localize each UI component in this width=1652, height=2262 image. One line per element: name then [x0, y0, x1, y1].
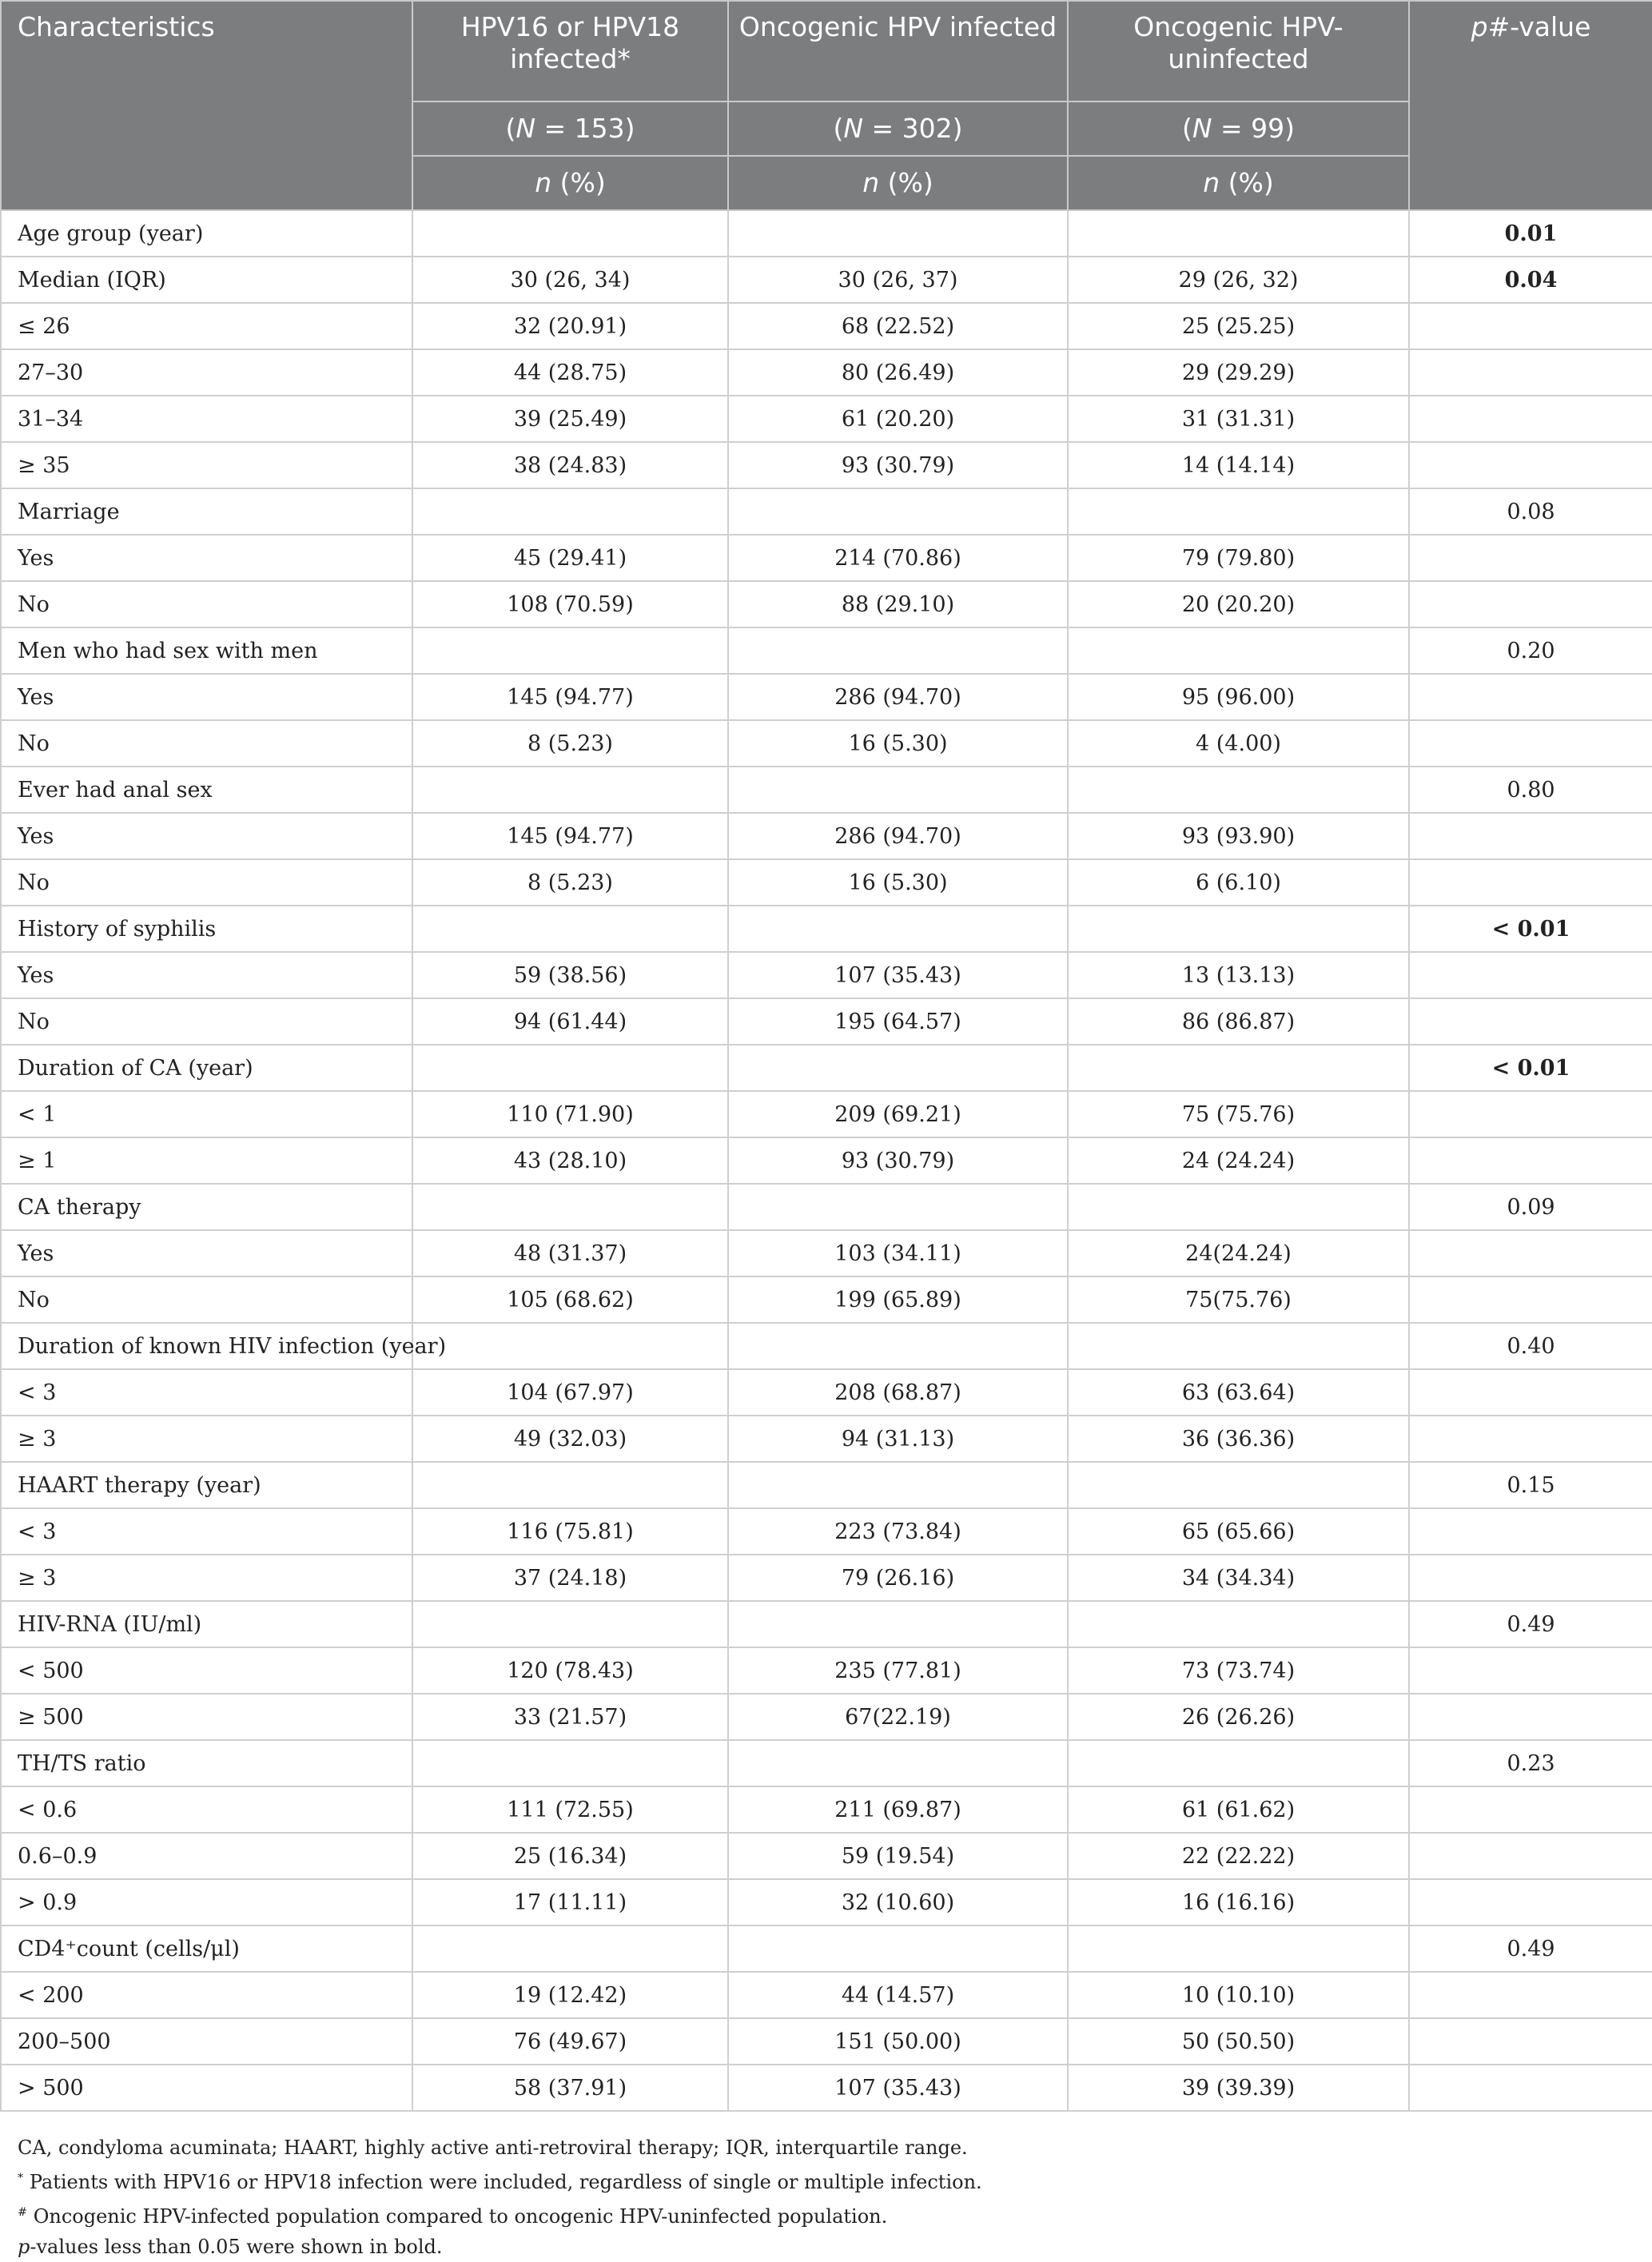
cell-pvalue — [1409, 998, 1652, 1045]
cell-hpv16-18: 39 (25.49) — [412, 396, 728, 442]
cell-hpv16-18 — [412, 210, 728, 257]
table-row — [1, 1416, 1652, 1462]
row-label: HIV-RNA (IU/ml) — [1, 1601, 412, 1647]
cell-hpv16-18: 145 (94.77) — [412, 813, 728, 859]
cell-pvalue — [1409, 720, 1652, 767]
cell-pvalue — [1409, 1879, 1652, 1925]
table-row — [1, 767, 1652, 813]
cell-oncogenic-infected: 223 (73.84) — [728, 1508, 1068, 1555]
table-row — [1, 1555, 1652, 1601]
table-row — [1, 1230, 1652, 1276]
cell-oncogenic-infected: 209 (69.21) — [728, 1091, 1068, 1137]
cell-oncogenic-uninfected: 24 (24.24) — [1068, 1137, 1409, 1184]
cell-oncogenic-infected — [728, 488, 1068, 535]
row-label: < 200 — [1, 1972, 412, 2018]
cell-oncogenic-infected: 103 (34.11) — [728, 1230, 1068, 1276]
cell-hpv16-18: 38 (24.83) — [412, 442, 728, 488]
cell-oncogenic-infected — [728, 1462, 1068, 1508]
row-label: No — [1, 859, 412, 906]
table-row — [1, 952, 1652, 998]
footnote-star-text: Patients with HPV16 or HPV18 infection were included, regardless of single or multiple infection. — [23, 2171, 982, 2193]
table-row — [1, 2018, 1652, 2065]
cell-hpv16-18 — [412, 767, 728, 813]
cell-pvalue — [1409, 1369, 1652, 1416]
header-characteristics: Characteristics — [1, 1, 412, 210]
cell-oncogenic-infected: 107 (35.43) — [728, 2065, 1068, 2111]
cell-hpv16-18: 59 (38.56) — [412, 952, 728, 998]
cell-oncogenic-uninfected: 14 (14.14) — [1068, 442, 1409, 488]
npct-n: n — [862, 167, 880, 198]
row-label: TH/TS ratio — [1, 1740, 412, 1786]
table-row — [1, 488, 1652, 535]
cell-hpv16-18 — [412, 1740, 728, 1786]
cell-pvalue — [1409, 1091, 1652, 1137]
table-row — [1, 1508, 1652, 1555]
row-label: ≥ 3 — [1, 1416, 412, 1462]
cell-pvalue: 0.20 — [1409, 627, 1652, 674]
table-row — [1, 1647, 1652, 1694]
cell-oncogenic-uninfected: 13 (13.13) — [1068, 952, 1409, 998]
row-label: HAART therapy (year) — [1, 1462, 412, 1508]
cell-hpv16-18: 37 (24.18) — [412, 1555, 728, 1601]
cell-oncogenic-uninfected: 79 (79.80) — [1068, 535, 1409, 581]
cell-oncogenic-uninfected — [1068, 767, 1409, 813]
row-label: No — [1, 1276, 412, 1323]
cell-oncogenic-uninfected — [1068, 1740, 1409, 1786]
cell-pvalue: 0.49 — [1409, 1925, 1652, 1972]
cell-pvalue — [1409, 303, 1652, 349]
row-label: ≥ 35 — [1, 442, 412, 488]
cell-hpv16-18: 19 (12.42) — [412, 1972, 728, 2018]
n-open-paren: ( — [1181, 113, 1192, 144]
cell-hpv16-18: 8 (5.23) — [412, 859, 728, 906]
cell-oncogenic-infected — [728, 210, 1068, 257]
footnote-hash — [18, 2197, 982, 2232]
row-label: < 1 — [1, 1091, 412, 1137]
table-row — [1, 396, 1652, 442]
cell-hpv16-18: 44 (28.75) — [412, 349, 728, 396]
row-label: ≥ 3 — [1, 1555, 412, 1601]
cell-pvalue: 0.49 — [1409, 1601, 1652, 1647]
cell-pvalue — [1409, 1647, 1652, 1694]
row-label: Yes — [1, 952, 412, 998]
cell-oncogenic-uninfected: 10 (10.10) — [1068, 1972, 1409, 2018]
cell-oncogenic-uninfected: 93 (93.90) — [1068, 813, 1409, 859]
table-row — [1, 2065, 1652, 2111]
cell-oncogenic-infected: 94 (31.13) — [728, 1416, 1068, 1462]
cell-pvalue: 0.40 — [1409, 1323, 1652, 1369]
cell-oncogenic-uninfected — [1068, 906, 1409, 952]
footnote-hash-mark: # — [18, 2206, 28, 2219]
cell-hpv16-18: 45 (29.41) — [412, 535, 728, 581]
cell-pvalue — [1409, 1416, 1652, 1462]
table-row — [1, 1972, 1652, 2018]
cell-oncogenic-uninfected: 50 (50.50) — [1068, 2018, 1409, 2065]
row-label: > 0.9 — [1, 1879, 412, 1925]
cell-pvalue: 0.80 — [1409, 767, 1652, 813]
cell-pvalue — [1409, 674, 1652, 720]
header-col2-title: Oncogenic HPV infected — [728, 1, 1068, 102]
cell-oncogenic-infected: 235 (77.81) — [728, 1647, 1068, 1694]
row-label: CD4⁺count (cells/μl) — [1, 1925, 412, 1972]
footnote-abbreviations: CA, condyloma acuminata; HAART, highly active anti-retroviral therapy; IQR, interquartile range. — [18, 2137, 968, 2159]
cell-oncogenic-uninfected — [1068, 488, 1409, 535]
cell-pvalue — [1409, 581, 1652, 627]
cell-pvalue — [1409, 396, 1652, 442]
npct-pct: (%) — [551, 167, 606, 198]
table-row — [1, 1879, 1652, 1925]
cell-oncogenic-infected — [728, 906, 1068, 952]
cell-oncogenic-infected: 151 (50.00) — [728, 2018, 1068, 2065]
row-label: > 500 — [1, 2065, 412, 2111]
cell-oncogenic-infected: 44 (14.57) — [728, 1972, 1068, 2018]
table-row — [1, 1740, 1652, 1786]
cell-hpv16-18: 76 (49.67) — [412, 2018, 728, 2065]
cell-oncogenic-uninfected: 6 (6.10) — [1068, 859, 1409, 906]
cell-hpv16-18: 33 (21.57) — [412, 1694, 728, 1740]
cell-oncogenic-uninfected: 29 (29.29) — [1068, 349, 1409, 396]
cell-hpv16-18: 110 (71.90) — [412, 1091, 728, 1137]
cell-oncogenic-uninfected: 31 (31.31) — [1068, 396, 1409, 442]
cell-oncogenic-uninfected: 29 (26, 32) — [1068, 257, 1409, 303]
row-label: Men who had sex with men — [1, 627, 412, 674]
cell-oncogenic-uninfected: 22 (22.22) — [1068, 1833, 1409, 1879]
cell-oncogenic-infected: 67(22.19) — [728, 1694, 1068, 1740]
cell-hpv16-18: 105 (68.62) — [412, 1276, 728, 1323]
npct-n: n — [1203, 167, 1220, 198]
cell-hpv16-18 — [412, 1184, 728, 1230]
table-row — [1, 442, 1652, 488]
cell-oncogenic-infected: 195 (64.57) — [728, 998, 1068, 1045]
table-row — [1, 535, 1652, 581]
header-col2-n — [728, 102, 1068, 156]
cell-oncogenic-uninfected: 86 (86.87) — [1068, 998, 1409, 1045]
row-label: CA therapy — [1, 1184, 412, 1230]
table-row — [1, 1925, 1652, 1972]
cell-hpv16-18 — [412, 627, 728, 674]
cell-oncogenic-uninfected: 65 (65.66) — [1068, 1508, 1409, 1555]
cell-pvalue — [1409, 1555, 1652, 1601]
cell-hpv16-18 — [412, 1925, 728, 1972]
cell-hpv16-18: 111 (72.55) — [412, 1786, 728, 1833]
row-label: Duration of CA (year) — [1, 1045, 412, 1091]
cell-oncogenic-infected: 32 (10.60) — [728, 1879, 1068, 1925]
table-row — [1, 720, 1652, 767]
cell-oncogenic-infected: 286 (94.70) — [728, 813, 1068, 859]
header-col3-n — [1068, 102, 1409, 156]
cell-hpv16-18: 49 (32.03) — [412, 1416, 728, 1462]
row-label: ≤ 26 — [1, 303, 412, 349]
header-pvalue — [1409, 1, 1652, 210]
cell-oncogenic-infected: 80 (26.49) — [728, 349, 1068, 396]
npct-pct: (%) — [1220, 167, 1274, 198]
cell-pvalue — [1409, 535, 1652, 581]
cell-oncogenic-infected: 208 (68.87) — [728, 1369, 1068, 1416]
cell-pvalue — [1409, 859, 1652, 906]
header-col2-npct — [728, 156, 1068, 210]
cell-oncogenic-uninfected: 25 (25.25) — [1068, 303, 1409, 349]
cell-oncogenic-infected: 199 (65.89) — [728, 1276, 1068, 1323]
row-label: 0.6–0.9 — [1, 1833, 412, 1879]
cell-hpv16-18: 94 (61.44) — [412, 998, 728, 1045]
cell-hpv16-18: 120 (78.43) — [412, 1647, 728, 1694]
row-label: No — [1, 998, 412, 1045]
header-col1-title: HPV16 or HPV18 infected* — [412, 1, 728, 102]
cell-oncogenic-uninfected: 36 (36.36) — [1068, 1416, 1409, 1462]
cell-pvalue — [1409, 1833, 1652, 1879]
cell-hpv16-18: 8 (5.23) — [412, 720, 728, 767]
cell-oncogenic-infected: 93 (30.79) — [728, 442, 1068, 488]
cell-hpv16-18: 17 (11.11) — [412, 1879, 728, 1925]
cell-oncogenic-infected — [728, 1740, 1068, 1786]
cell-hpv16-18: 48 (31.37) — [412, 1230, 728, 1276]
n-letter: N — [843, 113, 864, 144]
cell-pvalue — [1409, 1230, 1652, 1276]
cell-oncogenic-uninfected: 63 (63.64) — [1068, 1369, 1409, 1416]
npct-n: n — [535, 167, 552, 198]
row-label: ≥ 1 — [1, 1137, 412, 1184]
table-row — [1, 1045, 1652, 1091]
cell-pvalue: 0.04 — [1409, 257, 1652, 303]
table-row — [1, 1091, 1652, 1137]
table-row — [1, 1833, 1652, 1879]
cell-oncogenic-infected: 88 (29.10) — [728, 581, 1068, 627]
cell-oncogenic-uninfected: 75 (75.76) — [1068, 1091, 1409, 1137]
row-label: Yes — [1, 1230, 412, 1276]
header-pvalue-p: p — [1471, 11, 1488, 42]
cell-hpv16-18: 32 (20.91) — [412, 303, 728, 349]
cell-oncogenic-infected — [728, 627, 1068, 674]
table-body — [1, 210, 1652, 2111]
cell-oncogenic-uninfected: 4 (4.00) — [1068, 720, 1409, 767]
footnote-bold-p: p — [18, 2236, 30, 2258]
cell-oncogenic-uninfected: 24(24.24) — [1068, 1230, 1409, 1276]
cell-pvalue — [1409, 952, 1652, 998]
cell-hpv16-18: 30 (26, 34) — [412, 257, 728, 303]
cell-oncogenic-infected: 211 (69.87) — [728, 1786, 1068, 1833]
cell-oncogenic-uninfected — [1068, 1462, 1409, 1508]
cell-oncogenic-infected — [728, 1184, 1068, 1230]
row-label: No — [1, 581, 412, 627]
cell-oncogenic-uninfected: 26 (26.26) — [1068, 1694, 1409, 1740]
cell-pvalue: 0.23 — [1409, 1740, 1652, 1786]
footnote-bold-note — [18, 2232, 982, 2262]
cell-pvalue — [1409, 1508, 1652, 1555]
header-col3-npct — [1068, 156, 1409, 210]
row-label: < 3 — [1, 1369, 412, 1416]
cell-oncogenic-uninfected: 61 (61.62) — [1068, 1786, 1409, 1833]
row-label: Ever had anal sex — [1, 767, 412, 813]
row-label: < 500 — [1, 1647, 412, 1694]
row-label: < 0.6 — [1, 1786, 412, 1833]
cell-oncogenic-infected: 214 (70.86) — [728, 535, 1068, 581]
cell-pvalue: 0.09 — [1409, 1184, 1652, 1230]
cell-oncogenic-uninfected: 34 (34.34) — [1068, 1555, 1409, 1601]
cell-pvalue — [1409, 1276, 1652, 1323]
cell-hpv16-18: 145 (94.77) — [412, 674, 728, 720]
cell-pvalue — [1409, 813, 1652, 859]
table-row — [1, 210, 1652, 257]
header-pvalue-rest: #-value — [1487, 11, 1591, 42]
cell-oncogenic-infected — [728, 1925, 1068, 1972]
table-row — [1, 581, 1652, 627]
table-row — [1, 627, 1652, 674]
cell-pvalue — [1409, 1972, 1652, 2018]
cell-oncogenic-infected: 30 (26, 37) — [728, 257, 1068, 303]
n-count: = 99) — [1212, 113, 1296, 144]
row-label: ≥ 500 — [1, 1694, 412, 1740]
cell-pvalue: < 0.01 — [1409, 906, 1652, 952]
header-row-titles — [1, 1, 1652, 102]
cell-hpv16-18: 43 (28.10) — [412, 1137, 728, 1184]
cell-oncogenic-infected: 59 (19.54) — [728, 1833, 1068, 1879]
row-label: 200–500 — [1, 2018, 412, 2065]
n-open-paren: ( — [505, 113, 516, 144]
cell-oncogenic-infected: 79 (26.16) — [728, 1555, 1068, 1601]
cell-hpv16-18 — [412, 488, 728, 535]
table-row — [1, 1694, 1652, 1740]
cell-pvalue — [1409, 1694, 1652, 1740]
cell-oncogenic-uninfected — [1068, 1184, 1409, 1230]
cell-pvalue: 0.15 — [1409, 1462, 1652, 1508]
cell-pvalue — [1409, 2065, 1652, 2111]
cell-hpv16-18: 58 (37.91) — [412, 2065, 728, 2111]
cell-pvalue — [1409, 1786, 1652, 1833]
cell-oncogenic-uninfected — [1068, 1045, 1409, 1091]
table-row — [1, 1369, 1652, 1416]
row-label: History of syphilis — [1, 906, 412, 952]
header-col1-npct — [412, 156, 728, 210]
cell-pvalue — [1409, 1137, 1652, 1184]
cell-hpv16-18: 116 (75.81) — [412, 1508, 728, 1555]
n-letter: N — [516, 113, 536, 144]
cell-oncogenic-uninfected: 16 (16.16) — [1068, 1879, 1409, 1925]
table-row — [1, 349, 1652, 396]
cell-oncogenic-infected — [728, 1601, 1068, 1647]
row-label: 31–34 — [1, 396, 412, 442]
cell-hpv16-18 — [412, 1601, 728, 1647]
cell-oncogenic-infected: 16 (5.30) — [728, 720, 1068, 767]
n-letter: N — [1192, 113, 1212, 144]
cell-oncogenic-infected: 61 (20.20) — [728, 396, 1068, 442]
table-row — [1, 303, 1652, 349]
table-row — [1, 1323, 1652, 1369]
cell-oncogenic-infected: 286 (94.70) — [728, 674, 1068, 720]
table-header — [1, 1, 1652, 210]
cell-oncogenic-infected: 107 (35.43) — [728, 952, 1068, 998]
table-row — [1, 1601, 1652, 1647]
table-row — [1, 1462, 1652, 1508]
cell-hpv16-18: 108 (70.59) — [412, 581, 728, 627]
table-row — [1, 1786, 1652, 1833]
row-label: Median (IQR) — [1, 257, 412, 303]
n-count: = 302) — [863, 113, 963, 144]
cell-oncogenic-uninfected: 20 (20.20) — [1068, 581, 1409, 627]
cell-oncogenic-uninfected: 95 (96.00) — [1068, 674, 1409, 720]
cell-pvalue: < 0.01 — [1409, 1045, 1652, 1091]
table-row — [1, 257, 1652, 303]
row-label: Yes — [1, 674, 412, 720]
cell-oncogenic-infected: 93 (30.79) — [728, 1137, 1068, 1184]
row-label: 27–30 — [1, 349, 412, 396]
table-row — [1, 813, 1652, 859]
cell-hpv16-18: 104 (67.97) — [412, 1369, 728, 1416]
table-footnotes — [18, 2133, 982, 2262]
n-open-paren: ( — [833, 113, 844, 144]
footnote-bold-text: -values less than 0.05 were shown in bold. — [30, 2236, 443, 2258]
cell-oncogenic-uninfected — [1068, 1925, 1409, 1972]
table-row — [1, 1276, 1652, 1323]
cell-oncogenic-infected — [728, 767, 1068, 813]
footnote-hash-text: Oncogenic HPV-infected population compared to oncogenic HPV-uninfected population. — [27, 2205, 888, 2228]
row-label: < 3 — [1, 1508, 412, 1555]
cell-oncogenic-uninfected: 39 (39.39) — [1068, 2065, 1409, 2111]
row-label: Duration of known HIV infection (year) — [1, 1323, 412, 1369]
cell-oncogenic-infected — [728, 1323, 1068, 1369]
cell-hpv16-18 — [412, 906, 728, 952]
cell-pvalue — [1409, 2018, 1652, 2065]
cell-oncogenic-uninfected — [1068, 627, 1409, 674]
cell-oncogenic-infected — [728, 1045, 1068, 1091]
n-count: = 153) — [535, 113, 635, 144]
cell-hpv16-18 — [412, 1462, 728, 1508]
table-row — [1, 906, 1652, 952]
footnote-star-mark: * — [18, 2172, 24, 2184]
cell-oncogenic-infected: 68 (22.52) — [728, 303, 1068, 349]
header-col1-n — [412, 102, 728, 156]
cell-oncogenic-uninfected: 73 (73.74) — [1068, 1647, 1409, 1694]
row-label: Age group (year) — [1, 210, 412, 257]
cell-pvalue — [1409, 442, 1652, 488]
cell-hpv16-18: 25 (16.34) — [412, 1833, 728, 1879]
cell-pvalue: 0.08 — [1409, 488, 1652, 535]
row-label: Yes — [1, 535, 412, 581]
table-row — [1, 1184, 1652, 1230]
cell-oncogenic-uninfected — [1068, 1601, 1409, 1647]
row-label: Yes — [1, 813, 412, 859]
cell-pvalue: 0.01 — [1409, 210, 1652, 257]
cell-hpv16-18 — [412, 1045, 728, 1091]
table-row — [1, 859, 1652, 906]
row-label: No — [1, 720, 412, 767]
cell-pvalue — [1409, 349, 1652, 396]
table-row — [1, 998, 1652, 1045]
row-label: Marriage — [1, 488, 412, 535]
header-col3-title: Oncogenic HPV-uninfected — [1068, 1, 1409, 102]
cell-oncogenic-uninfected: 75(75.76) — [1068, 1276, 1409, 1323]
footnote-star — [18, 2163, 982, 2197]
cell-hpv16-18 — [412, 1323, 728, 1369]
table-row — [1, 1137, 1652, 1184]
table-row — [1, 674, 1652, 720]
cell-oncogenic-uninfected — [1068, 1323, 1409, 1369]
npct-pct: (%) — [879, 167, 933, 198]
cell-oncogenic-uninfected — [1068, 210, 1409, 257]
cell-oncogenic-infected: 16 (5.30) — [728, 859, 1068, 906]
